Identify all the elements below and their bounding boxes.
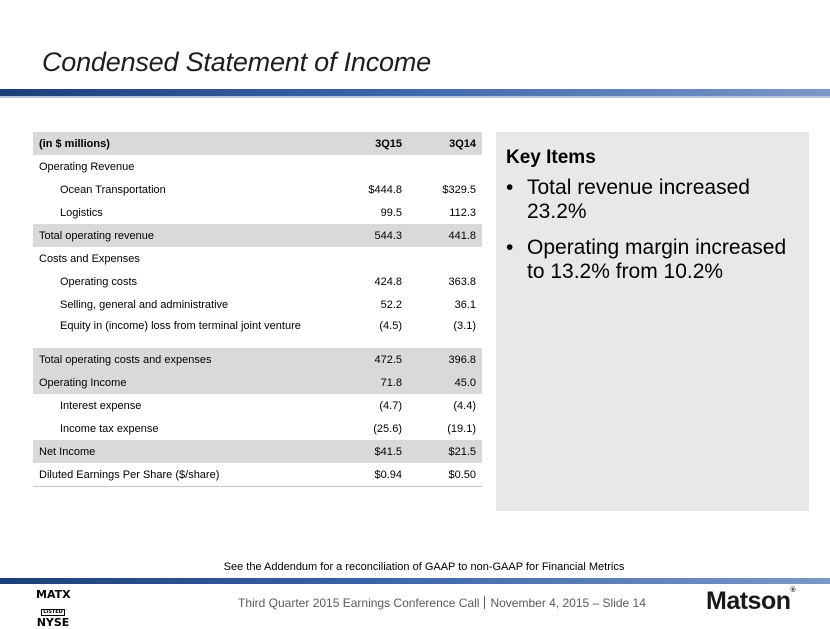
row-label: Ocean Transportation — [60, 183, 166, 196]
registered-mark: ® — [790, 587, 796, 594]
footer-event: Third Quarter 2015 Earnings Conference Call — [238, 596, 480, 610]
row-label: Total operating costs and expenses — [33, 348, 340, 371]
header-rule — [0, 89, 830, 96]
row-value-3q14: 363.8 — [448, 275, 476, 288]
exchange-text: NYSE — [36, 616, 70, 629]
row-value-3q15: (4.7) — [379, 399, 402, 412]
key-items-list — [496, 176, 806, 296]
row-label: Operating costs — [60, 275, 138, 288]
row-value-3q15: 544.3 — [340, 224, 410, 247]
header-col-3q14: 3Q14 — [410, 132, 482, 155]
list-item — [496, 236, 806, 284]
row-value-3q14: 441.8 — [410, 224, 482, 247]
slide-title: Condensed Statement of Income — [42, 47, 431, 77]
matson-logo — [706, 587, 795, 616]
row-value-3q14: $329.5 — [442, 183, 476, 196]
addendum-note: See the Addendum for a reconciliation of GAAP to non-GAAP for Financial Metrics — [223, 561, 625, 573]
row-value-3q15: 52.2 — [380, 298, 402, 311]
key-items-title: Key Items — [506, 147, 596, 168]
footer-rule — [0, 578, 830, 584]
row-value-3q15: $41.5 — [340, 440, 410, 463]
nyse-listed-logo — [36, 589, 70, 628]
table-row — [33, 155, 482, 178]
table-row — [33, 394, 482, 417]
header-rule-shadow — [0, 96, 830, 98]
row-label: Total operating revenue — [33, 224, 340, 247]
row-value-3q15 — [340, 247, 410, 270]
row-value-3q14: (19.1) — [447, 422, 476, 435]
row-value-3q14: 36.1 — [454, 298, 476, 311]
list-item — [496, 176, 806, 224]
row-value-3q15: (4.5) — [379, 320, 402, 332]
row-label: Equity in (income) loss from terminal joint venture — [60, 320, 301, 332]
header-col-3q15: 3Q15 — [340, 132, 410, 155]
key-item-text: Total revenue increased 23.2% — [527, 176, 750, 223]
row-value-3q15: 99.5 — [380, 206, 402, 219]
row-value-3q14: 112.3 — [449, 206, 476, 219]
row-value-3q15: $0.94 — [340, 463, 410, 487]
row-value-3q15: 472.5 — [340, 348, 410, 371]
table-header-row — [33, 132, 482, 155]
table-row — [33, 178, 482, 201]
row-label: Diluted Earnings Per Share ($/share) — [33, 463, 340, 487]
row-label: Costs and Expenses — [39, 252, 140, 265]
table-row — [33, 417, 482, 440]
row-value-3q15: (25.6) — [373, 422, 402, 435]
key-items-panel — [496, 132, 809, 511]
table-row-total — [33, 440, 482, 463]
row-value-3q14 — [410, 247, 482, 270]
table-row — [33, 463, 482, 487]
row-value-3q14: 45.0 — [410, 371, 482, 394]
row-value-3q14: 396.8 — [410, 348, 482, 371]
table-row — [33, 247, 482, 270]
brand-name: Matson — [706, 587, 791, 615]
row-label: Logistics — [60, 206, 103, 219]
ticker-text: MATX — [36, 588, 71, 601]
row-value-3q14: (3.1) — [453, 320, 476, 332]
row-label: Income tax expense — [60, 422, 159, 435]
table-row — [33, 270, 482, 293]
row-value-3q14 — [410, 155, 482, 178]
table-row-total — [33, 371, 482, 394]
row-label: Interest expense — [60, 399, 142, 412]
listed-text: LISTED — [43, 609, 63, 615]
footer-text — [238, 596, 646, 610]
row-value-3q15: $444.8 — [368, 183, 402, 196]
key-item-text: Operating margin increased to 13.2% from 10.2% — [527, 236, 787, 283]
table-row — [33, 316, 482, 348]
table-row — [33, 201, 482, 224]
row-value-3q14: $0.50 — [410, 463, 482, 487]
table-row-total — [33, 348, 482, 371]
row-label: Selling, general and administrative — [60, 298, 229, 311]
header-label: (in $ millions) — [33, 132, 340, 155]
footer-date-slide: November 4, 2015 – Slide 14 — [490, 596, 646, 610]
row-label: Operating Revenue — [39, 160, 135, 173]
table-row — [33, 293, 482, 316]
row-value-3q15 — [340, 155, 410, 178]
row-value-3q15: 424.8 — [374, 275, 402, 288]
row-label: Operating Income — [33, 371, 340, 394]
income-statement-table — [33, 132, 482, 487]
row-value-3q15: 71.8 — [340, 371, 410, 394]
table-row-total — [33, 224, 482, 247]
row-label: Net Income — [33, 440, 340, 463]
bullet-icon: • — [506, 176, 514, 199]
row-value-3q14: (4.4) — [453, 399, 476, 412]
bullet-icon: • — [506, 236, 514, 259]
row-value-3q14: $21.5 — [410, 440, 482, 463]
footer-divider — [484, 596, 485, 609]
